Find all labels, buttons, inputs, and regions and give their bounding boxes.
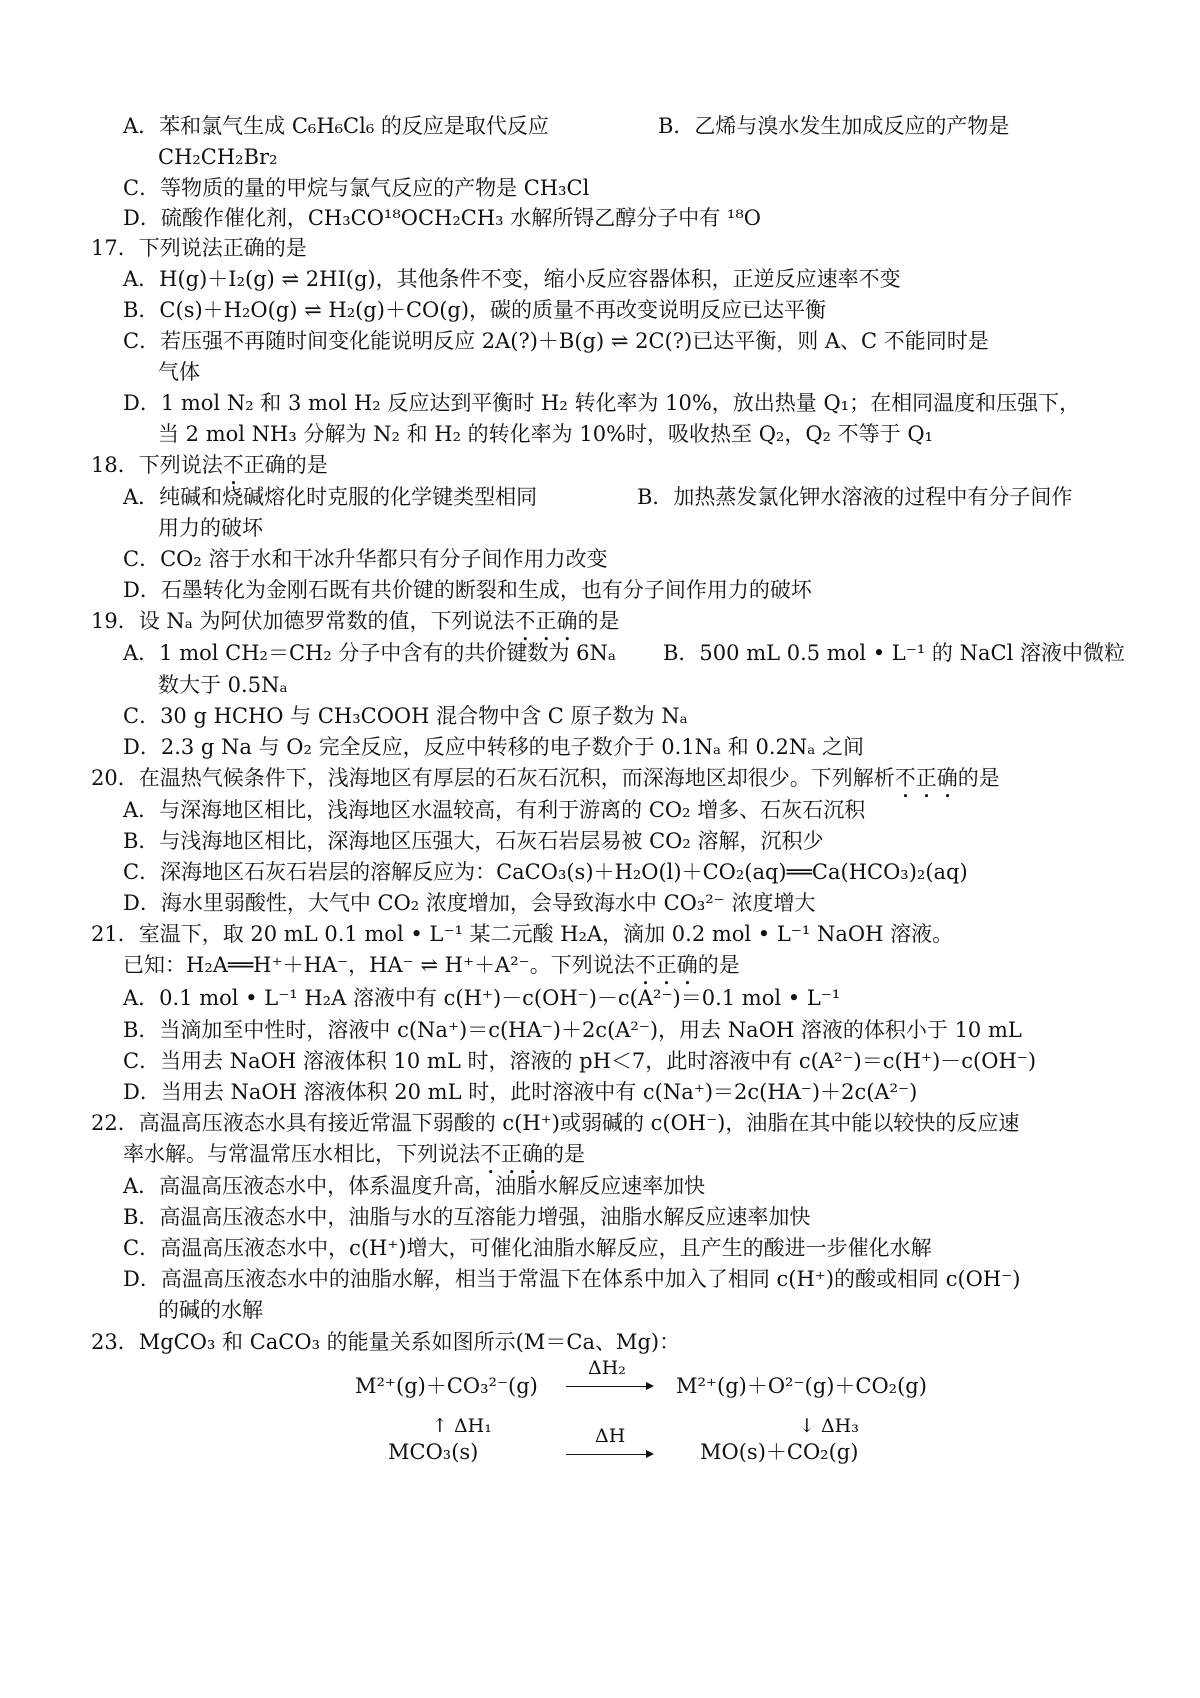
- q22-option-a: A．高温高压液态水中，体系温度升高，油脂水解反应速率加快: [123, 1174, 706, 1198]
- diagram-bottom-left: MCO₃(s): [388, 1440, 479, 1464]
- q16-option-b: B．乙烯与溴水发生加成反应的产物是: [658, 114, 1010, 138]
- q19-stem-pre: 19．设 Nₐ 为阿伏加德罗常数的值，下列说法: [91, 609, 515, 633]
- q19-option-a: A．1 mol CH₂＝CH₂ 分子中含有的共价键数为 6Nₐ: [123, 641, 616, 665]
- diagram-dh3-label: ↓ ΔH₃: [799, 1415, 859, 1437]
- q21-stem: 21．室温下，取 20 mL 0.1 mol • L⁻¹ 某二元酸 H₂A，滴加 0.2 mol • L⁻¹ NaOH 溶液。: [91, 922, 954, 946]
- q19-option-d: D．2.3 g Na 与 O₂ 完全反应，反应中转移的电子数介于 0.1Nₐ 和 0.2Nₐ 之间: [123, 735, 865, 759]
- q19-stem-post: 的是: [577, 609, 620, 633]
- diagram-dh-label: ΔH: [595, 1425, 626, 1447]
- diagram-arrow-dh: [566, 1454, 652, 1455]
- q19-option-b: B．500 mL 0.5 mol • L⁻¹ 的 NaCl 溶液中微粒: [663, 641, 1125, 665]
- q18-stem-post: 正确的是: [243, 453, 328, 477]
- q22-option-c: C．高温高压液态水中，c(H⁺)增大，可催化油脂水解反应，且产生的酸进一步催化水解: [123, 1236, 932, 1260]
- q18-stem-emphasis: 不: [222, 453, 244, 477]
- q20-option-a: A．与深海地区相比，浅海地区水温较高，有利于游离的 CO₂ 增多、石灰石沉积: [123, 798, 866, 822]
- q21-known-pre: 已知：H₂A══H⁺＋HA⁻，HA⁻ ⇌ H⁺＋A²⁻。下列说法: [123, 953, 635, 977]
- q20-option-c: C．深海地区石灰石岩层的溶解反应为：CaCO₃(s)＋H₂O(l)＋CO₂(aq)══Ca(HCO₃)₂(aq): [123, 860, 968, 884]
- q22-option-d-cont: 的碱的水解: [158, 1298, 263, 1322]
- q18-option-b-cont: 用力的破坏: [158, 516, 263, 540]
- q21-known-post: 的是: [697, 953, 740, 977]
- q19-option-b-cont: 数大于 0.5Nₐ: [158, 673, 288, 697]
- q17-option-d-cont: 当 2 mol NH₃ 分解为 N₂ 和 H₂ 的转化率为 10%时，吸收热至 Q₂，Q₂ 不等于 Q₁: [158, 422, 933, 446]
- q21-option-a: A．0.1 mol • L⁻¹ H₂A 溶液中有 c(H⁺)－c(OH⁻)－c(A²⁻)＝0.1 mol • L⁻¹: [123, 986, 841, 1010]
- diagram-dh1-label: ↑ ΔH₁: [432, 1415, 492, 1437]
- q20-option-b: B．与浅海地区相比，深海地区压强大，石灰石岩层易被 CO₂ 溶解，沉积少: [123, 829, 824, 853]
- q21-option-b: B．当滴加至中性时，溶液中 c(Na⁺)＝c(HA⁻)＋2c(A²⁻)，用去 NaOH 溶液的体积小于 10 mL: [123, 1018, 1022, 1042]
- q22-stem: 22．高温高压液态水具有接近常温下弱酸的 c(H⁺)或弱碱的 c(OH⁻)，油脂在其中能以较快的反应速: [91, 1111, 1020, 1135]
- q18-option-c: C．CO₂ 溶于水和干冰升华都只有分子间作用力改变: [123, 547, 608, 571]
- q17-option-c-cont: 气体: [158, 360, 200, 384]
- q23-stem: 23．MgCO₃ 和 CaCO₃ 的能量关系如图所示(M＝Ca、Mg)：: [91, 1330, 681, 1354]
- q22-option-b: B．高温高压液态水中，油脂与水的互溶能力增强，油脂水解反应速率加快: [123, 1205, 811, 1229]
- q16-option-d: D．硫酸作催化剂，CH₃CO¹⁸OCH₂CH₃ 水解所锝乙醇分子中有 ¹⁸O: [123, 206, 761, 230]
- q21-option-c: C．当用去 NaOH 溶液体积 10 mL 时，溶液的 pH＜7，此时溶液中有 c(A²⁻)＝c(H⁺)－c(OH⁻): [123, 1049, 1037, 1073]
- q16-option-c: C．等物质的量的甲烷与氯气反应的产物是 CH₃Cl: [123, 176, 590, 200]
- q17-option-c: C．若压强不再随时间变化能说明反应 2A(?)＋B(g) ⇌ 2C(?)已达平衡，则 A、C 不能同时是: [123, 329, 989, 353]
- q16-option-b-cont: CH₂CH₂Br₂: [158, 145, 278, 169]
- q19-stem-emphasis: 不正确: [514, 609, 578, 633]
- diagram-bottom-right: MO(s)＋CO₂(g): [700, 1440, 859, 1464]
- q22-stem2-emphasis: 不正确: [480, 1142, 543, 1166]
- q17-stem: 17．下列说法正确的是: [91, 236, 307, 260]
- diagram-top-left: M²⁺(g)＋CO₃²⁻(g): [355, 1374, 538, 1398]
- q16-option-a: A．苯和氯气生成 C₆H₆Cl₆ 的反应是取代反应: [123, 114, 549, 138]
- q21-known-emphasis: 不正确: [634, 953, 698, 977]
- q20-stem-post: 的是: [957, 766, 1000, 790]
- diagram-dh2-label: ΔH₂: [588, 1357, 626, 1379]
- q20-stem-pre: 20．在温热气候条件下，浅海地区有厚层的石灰石沉积，而深海地区却很少。下列解析: [91, 766, 895, 790]
- q18-option-d: D．石墨转化为金刚石既有共价键的断裂和生成，也有分子间作用力的破坏: [123, 578, 812, 602]
- q22-stem2-pre: 率水解。与常温常压水相比，下列说法: [123, 1142, 480, 1166]
- diagram-top-right: M²⁺(g)＋O²⁻(g)＋CO₂(g): [676, 1374, 927, 1398]
- q17-option-d: D．1 mol N₂ 和 3 mol H₂ 反应达到平衡时 H₂ 转化率为 10%，放出热量 Q₁；在相同温度和压强下，: [123, 391, 1081, 415]
- diagram-arrow-dh2: [566, 1386, 652, 1387]
- q20-option-d: D．海水里弱酸性，大气中 CO₂ 浓度增加，会导致海水中 CO₃²⁻ 浓度增大: [123, 891, 816, 915]
- q21-option-d: D．当用去 NaOH 溶液体积 20 mL 时，此时溶液中有 c(Na⁺)＝2c(HA⁻)＋2c(A²⁻): [123, 1080, 918, 1104]
- q18-option-b: B．加热蒸发氯化钾水溶液的过程中有分子间作: [637, 485, 1073, 509]
- q18-stem-pre: 18．下列说法: [91, 453, 223, 477]
- q22-stem2-post: 的是: [543, 1142, 585, 1166]
- q22-option-d: D．高温高压液态水中的油脂水解，相当于常温下在体系中加入了相同 c(H⁺)的酸或相同 c(OH⁻): [123, 1267, 1021, 1291]
- q17-option-a: A．H(g)＋I₂(g) ⇌ 2HI(g)，其他条件不变，缩小反应容器体积，正逆反应速率不变: [123, 267, 901, 291]
- q19-option-c: C．30 g HCHO 与 CH₃COOH 混合物中含 C 原子数为 Nₐ: [123, 704, 688, 728]
- q20-stem-emphasis: 不正确: [894, 766, 958, 790]
- q18-option-a: A．纯碱和烧碱熔化时克服的化学键类型相同: [123, 485, 538, 509]
- q17-option-b: B．C(s)＋H₂O(g) ⇌ H₂(g)＋CO(g)，碳的质量不再改变说明反应已达平衡: [123, 298, 827, 322]
